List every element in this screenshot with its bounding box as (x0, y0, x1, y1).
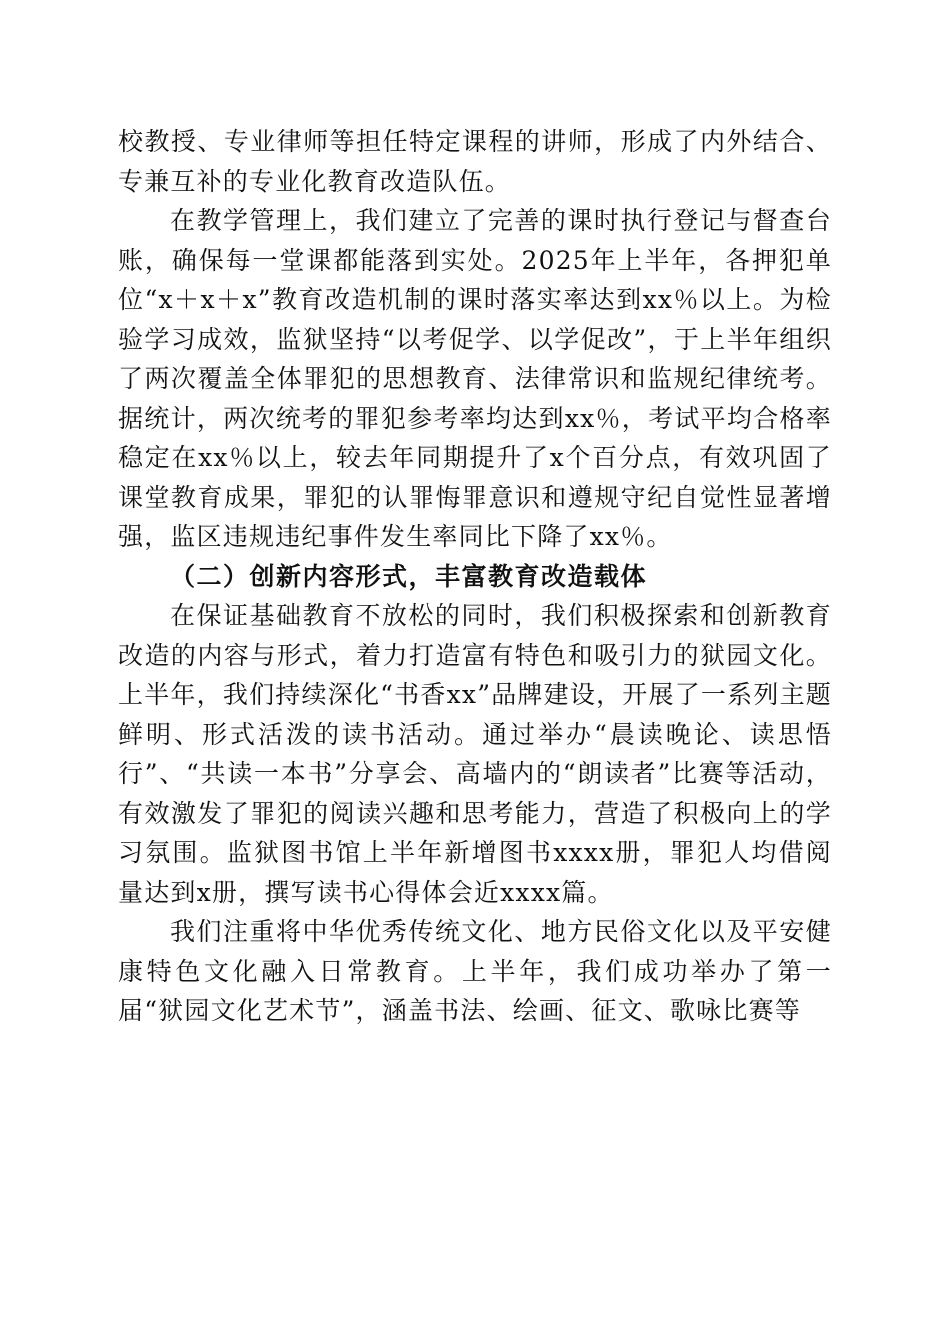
document-body (118, 122, 832, 1031)
section-heading: （二）创新内容形式，丰富教育改造载体 (170, 561, 648, 591)
paragraph-continuation: 校教授、专业律师等担任特定课程的讲师，形成了内外结合、专兼互补的专业化教育改造队伍。 (118, 127, 832, 196)
paragraph-reading-activities: 在保证基础教育不放松的同时，我们积极探索和创新教育改造的内容与形式，着力打造富有特色和吸引力的狱园文化。上半年，我们持续深化“书香xx”品牌建设，开展了一系列主题鲜明、形式活泼的读书活动。通过举办“晨读晚论、读思悟行”、“共读一本书”分享会、高墙内的“朗读者”比赛等活动，有效激发了罪犯的阅读兴趣和思考能力，营造了积极向上的学习氛围。监狱图书馆上半年新增图书xxxx册，罪犯人均借阅量达到x册，撰写读书心得体会近xxxx篇。 (118, 601, 832, 907)
paragraph-culture-festival: 我们注重将中华优秀传统文化、地方民俗文化以及平安健康特色文化融入日常教育。上半年，我们成功举办了第一届“狱园文化艺术节”，涵盖书法、绘画、征文、歌咏比赛等 (118, 917, 832, 1025)
paragraph-teaching-management: 在教学管理上，我们建立了完善的课时执行登记与督查台账，确保每一堂课都能落到实处。2025年上半年，各押犯单位“x＋x＋x”教育改造机制的课时落实率达到xx％以上。为检验学习成效，监狱坚持“以考促学、以学促改”，于上半年组织了两次覆盖全体罪犯的思想教育、法律常识和监规纪律统考。据统计，两次统考的罪犯参考率均达到xx％，考试平均合格率稳定在xx％以上，较去年同期提升了x个百分点，有效巩固了课堂教育成果，罪犯的认罪悔罪意识和遵规守纪自觉性显著增强，监区违规违纪事件发生率同比下降了xx％。 (118, 206, 832, 551)
